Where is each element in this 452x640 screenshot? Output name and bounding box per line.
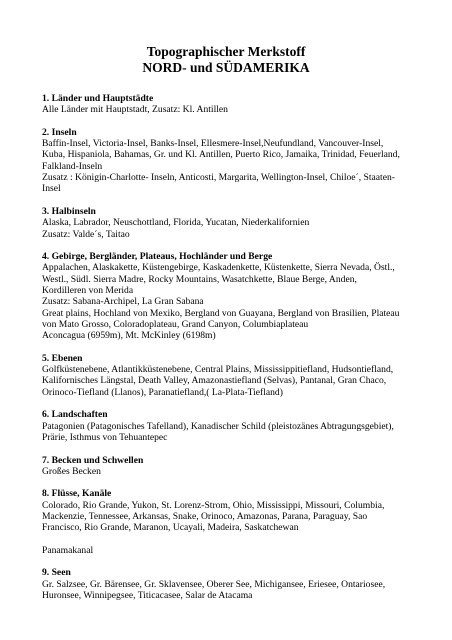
content-body [42, 93, 438, 613]
section-text-line: Kordilleren von Merida [42, 285, 134, 297]
section-text-line: Zusatz : Königin-Charlotte- Inseln, Anticosti, Margarita, Wellington-Insel, Chiloe´, Staaten- [42, 172, 395, 184]
title-line-2: NORD- und SÜDAMERIKA [142, 60, 310, 75]
section-text-line: Appalachen, Alaskakette, Küstengebirge, Kaskadenkette, Küstenkette, Sierra Nevada, Östl., [42, 262, 395, 274]
section-text-line: Baffin-Insel, Victoria-Insel, Banks-Insel, Ellesmere-Insel,Neufundland, Vancouver-Insel, [42, 138, 384, 150]
section [42, 567, 438, 601]
section-text-line: Zusatz: Valde´s, Taitao [42, 228, 130, 240]
section-heading: 3. Halbinseln [42, 205, 96, 217]
section-text-line: von Mato Grosso, Coloradoplateau, Grand Canyon, Columbiaplateau [42, 318, 309, 330]
section-heading: 4. Gebirge, Bergländer, Plateaus, Hochländer und Berge [42, 251, 273, 263]
section-text-line: Alle Länder mit Hauptstadt, Zusatz: Kl. Antillen [42, 104, 228, 116]
section [42, 251, 438, 341]
section-text-line: Gr. Salzsee, Gr. Bärensee, Gr. Sklavensee, Oberer See, Michigansee, Eriesee, Ontariosee, [42, 578, 386, 590]
section-text-line: Colorado, Rio Grande, Yukon, St. Lorenz-Strom, Ohio, Mississippi, Missouri, Columbia, [42, 499, 385, 511]
section-text-line [42, 534, 438, 545]
section-text-line: Kalifornisches Längstal, Death Valley, Amazonastiefland (Selvas), Pantanal, Gran Chaco, [42, 375, 387, 387]
section [42, 206, 438, 240]
section-text-line: Huronsee, Winnipegsee, Titicacasee, Salar de Atacama [42, 590, 253, 602]
section [42, 455, 438, 478]
section-heading: 2. Inseln [42, 126, 77, 138]
section-heading: 5. Ebenen [42, 352, 83, 364]
section-text-line: Mackenzie, Tennessee, Arkansas, Snake, Orinoco, Amazonas, Parana, Paraguay, Sao [42, 510, 368, 522]
section [42, 409, 438, 443]
section [42, 353, 438, 398]
section-text-line: Great plains, Hochland von Mexiko, Bergland von Guayana, Bergland von Brasilien, Plateau [42, 307, 400, 319]
section [42, 93, 438, 116]
section-heading: 9. Seen [42, 567, 71, 579]
section-text-line: Falkland-Inseln [42, 160, 103, 172]
section-text-line: Zusatz: Sabana-Archipel, La Gran Sabana [42, 296, 204, 308]
section-text-line: Westl., Südl. Sierra Madre, Rocky Mountains, Wasatchkette, Blaue Berge, Anden, [42, 273, 357, 285]
section-text-line: Insel [42, 183, 61, 195]
section-text-line: Aconcagua (6959m), Mt. McKinley (6198m) [42, 330, 216, 342]
section-heading: 8. Flüsse, Kanäle [42, 488, 112, 500]
section [42, 488, 438, 556]
section-text-line: Orinoco-Tiefland (Llanos), Paranatiefland,( La-Plata-Tiefland) [42, 386, 283, 398]
section-text-line: Alaska, Labrador, Neuschottland, Florida, Yucatan, Niederkalifornien [42, 217, 310, 229]
section-text-line: Panamakanal [42, 544, 94, 556]
section-text-line: Golfküstenebene, Atlantikküstenebene, Central Plains, Mississippitiefland, Hudsontiefland, [42, 364, 394, 376]
section [42, 127, 438, 195]
section-text-line: Kuba, Hispaniola, Bahamas, Gr. und Kl. Antillen, Puerto Rico, Jamaika, Trinidad, Feuerland, [42, 149, 400, 161]
section-text-line: Patagonien (Patagonisches Tafelland), Kanadischer Schild (pleistozänes Abtragungsgebiet), [42, 420, 394, 432]
section-heading: 1. Länder und Hauptstädte [42, 93, 154, 104]
section-heading: 6. Landschaften [42, 409, 108, 421]
section-text-line: Prärie, Isthmus von Tehuantepec [42, 431, 168, 443]
section-text-line: Francisco, Rio Grande, Maranon, Ucayali, Madeira, Saskatchewan [42, 522, 299, 534]
title-line-1: Topographischer Merkstoff [146, 44, 306, 59]
section-heading: 7. Becken und Schwellen [42, 454, 144, 466]
section-text-line: Großes Becken [42, 465, 101, 477]
